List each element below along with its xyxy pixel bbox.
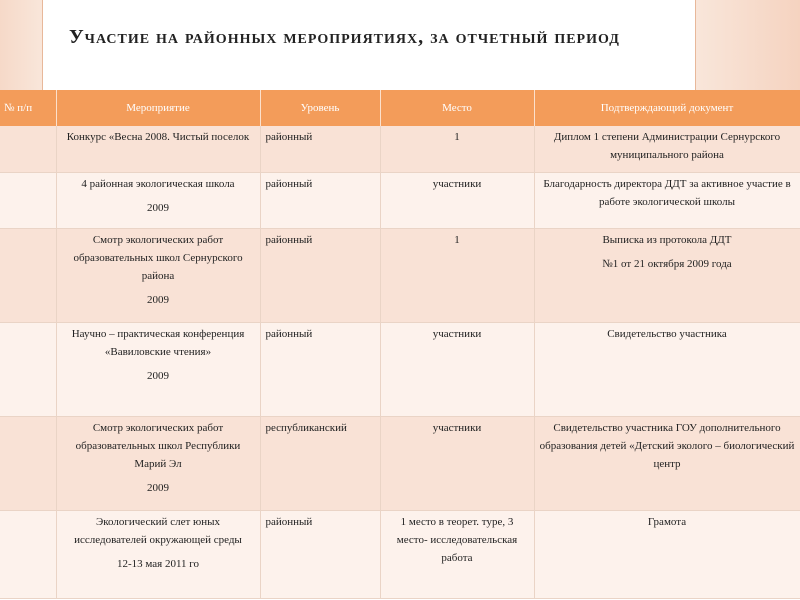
cell-place: участники [380, 172, 534, 228]
decor-band-right [696, 0, 800, 90]
cell-document: Свидетельство участника [534, 322, 800, 416]
event-name: Смотр экологических работ образовательных школ Республики Марий Эл [75, 421, 241, 470]
cell-document: Грамота [534, 510, 800, 598]
cell-level: районный [260, 228, 380, 322]
cell-place: участники [380, 322, 534, 416]
table-row [0, 322, 800, 416]
table-row [0, 228, 800, 322]
event-name: Смотр экологических работ образовательных школ Сернурского района [73, 233, 243, 282]
cell-event [56, 172, 260, 228]
table-header [0, 90, 800, 126]
page-title: Участие на районных мероприятиях, за отчетный период [69, 26, 620, 48]
cell-document [534, 228, 800, 322]
cell-place: участники [380, 416, 534, 510]
event-year: 2009 [147, 201, 169, 214]
cell-level: районный [260, 510, 380, 598]
decor-band-left [0, 0, 42, 90]
cell-place: 1 [380, 126, 534, 172]
event-name: 4 районная экологическая школа [81, 177, 235, 190]
cell-document: Благодарность директора ДДТ за активное участие в работе экологической школы [534, 172, 800, 228]
header-event: Мероприятие [56, 90, 260, 126]
document-text: Выписка из протокола ДДТ [602, 233, 732, 246]
title-area [42, 0, 696, 90]
event-year: 2009 [147, 369, 169, 382]
event-year: 2009 [147, 481, 169, 494]
cell-document: Свидетельство участника ГОУ дополнительного образования детей «Детский эколого – биологический центр [534, 416, 800, 510]
cell-num [0, 126, 56, 172]
cell-document: Диплом 1 степени Администрации Сернурского муниципального района [534, 126, 800, 172]
table-row [0, 126, 800, 172]
table-row [0, 172, 800, 228]
header-place: Место [380, 90, 534, 126]
cell-place: 1 место в теорет. туре, 3 место- исследовательская работа [380, 510, 534, 598]
event-year: 12-13 мая 2011 го [116, 557, 200, 570]
cell-num [0, 510, 56, 598]
header-level: Уровень [260, 90, 380, 126]
cell-num [0, 322, 56, 416]
table-row [0, 416, 800, 510]
event-name: Конкурс «Весна 2008. Чистый поселок [66, 131, 250, 143]
cell-num [0, 228, 56, 322]
cell-level: районный [260, 322, 380, 416]
document-text-2: №1 от 21 октября 2009 года [602, 257, 732, 270]
cell-event [56, 322, 260, 416]
header-num: № п/п [0, 90, 56, 126]
cell-event [56, 126, 260, 172]
cell-level: районный [260, 172, 380, 228]
cell-event [56, 416, 260, 510]
cell-level: районный [260, 126, 380, 172]
cell-num [0, 416, 56, 510]
events-table [0, 90, 800, 599]
cell-event [56, 510, 260, 598]
cell-place: 1 [380, 228, 534, 322]
header-document: Подтверждающий документ [534, 90, 800, 126]
cell-level: республиканский [260, 416, 380, 510]
cell-num [0, 172, 56, 228]
event-name: Научно – практическая конференция «Вавиловские чтения» [71, 327, 245, 358]
event-year: 2009 [147, 293, 169, 306]
cell-event [56, 228, 260, 322]
table-row [0, 510, 800, 598]
event-name: Экологический слет юных исследователей окружающей среды [74, 515, 242, 546]
